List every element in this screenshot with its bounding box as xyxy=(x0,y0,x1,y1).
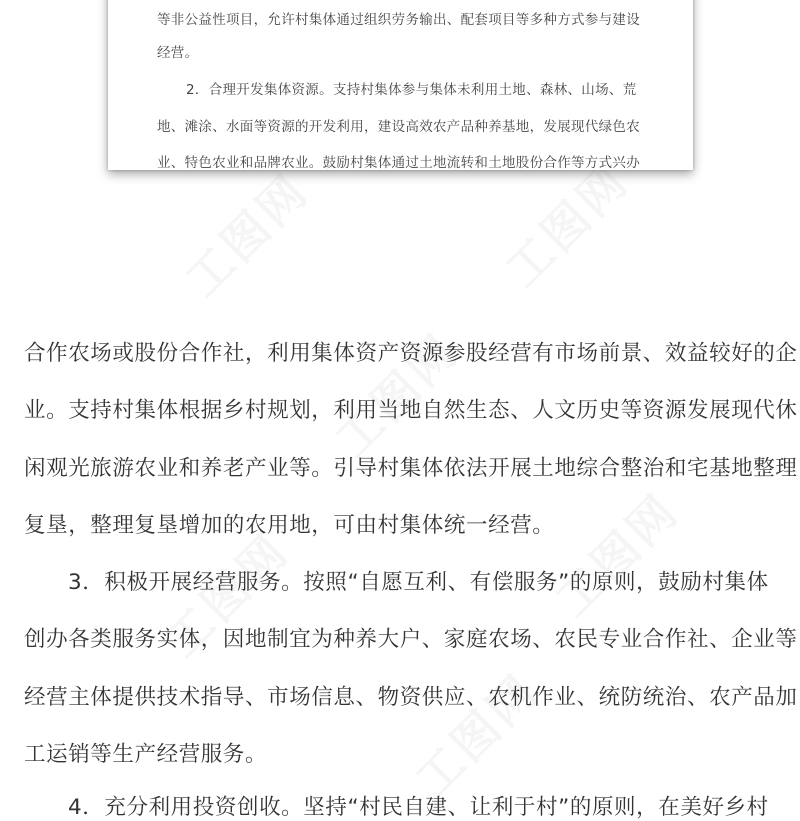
body-text-line: 闲观光旅游农业和养老产业等。引导村集体依法开展土地综合整治和宅基地整理 xyxy=(24,456,798,481)
watermark: 工图网 xyxy=(494,152,640,298)
card-text-line: 经营。 xyxy=(157,45,199,61)
watermark: 工图网 xyxy=(324,322,470,468)
body-text-line: 复垦，整理复垦增加的农用地，可由村集体统一经营。 xyxy=(24,513,555,538)
body-text-line: 业。支持村集体根据乡村规划，利用当地自然生态、人文历史等资源发展现代休 xyxy=(24,398,798,423)
body-text-line: 经营主体提供技术指导、市场信息、物资供应、农机作业、统防统治、农产品加 xyxy=(24,685,798,710)
watermark: 工图网 xyxy=(154,522,300,668)
body-text-line: 合作农场或股份合作社，利用集体资产资源参股经营有市场前景、效益较好的企 xyxy=(24,341,798,366)
watermark: 工图网 xyxy=(174,162,320,308)
body-text-line: 工运销等生产经营服务。 xyxy=(24,742,268,767)
card-text-line: 等非公益性项目，允许村集体通过组织劳务输出、配套项目等多种方式参与建设 xyxy=(157,12,640,28)
watermark: 工图网 xyxy=(544,482,690,628)
card-text-line: 业、特色农业和品牌农业。鼓励村集体通过土地流转和土地股份合作等方式兴办 xyxy=(157,155,640,171)
body-text-line: 4．充分利用投资创收。坚持“村民自建、让利于村”的原则，在美好乡村 xyxy=(68,795,769,820)
watermark: 工图网 xyxy=(404,662,550,808)
card-text-line: 地、滩涂、水面等资源的开发利用，建设高效农产品种养基地，发展现代绿色农 xyxy=(157,119,640,135)
body-text-line: 创办各类服务实体，因地制宜为种养大户、家庭农场、农民专业合作社、企业等 xyxy=(24,627,798,652)
card-text-line: 2．合理开发集体资源。支持村集体参与集体未利用土地、森林、山场、荒 xyxy=(186,82,637,98)
body-text-line: 3．积极开展经营服务。按照“自愿互利、有偿服务”的原则，鼓励村集体 xyxy=(68,570,769,595)
